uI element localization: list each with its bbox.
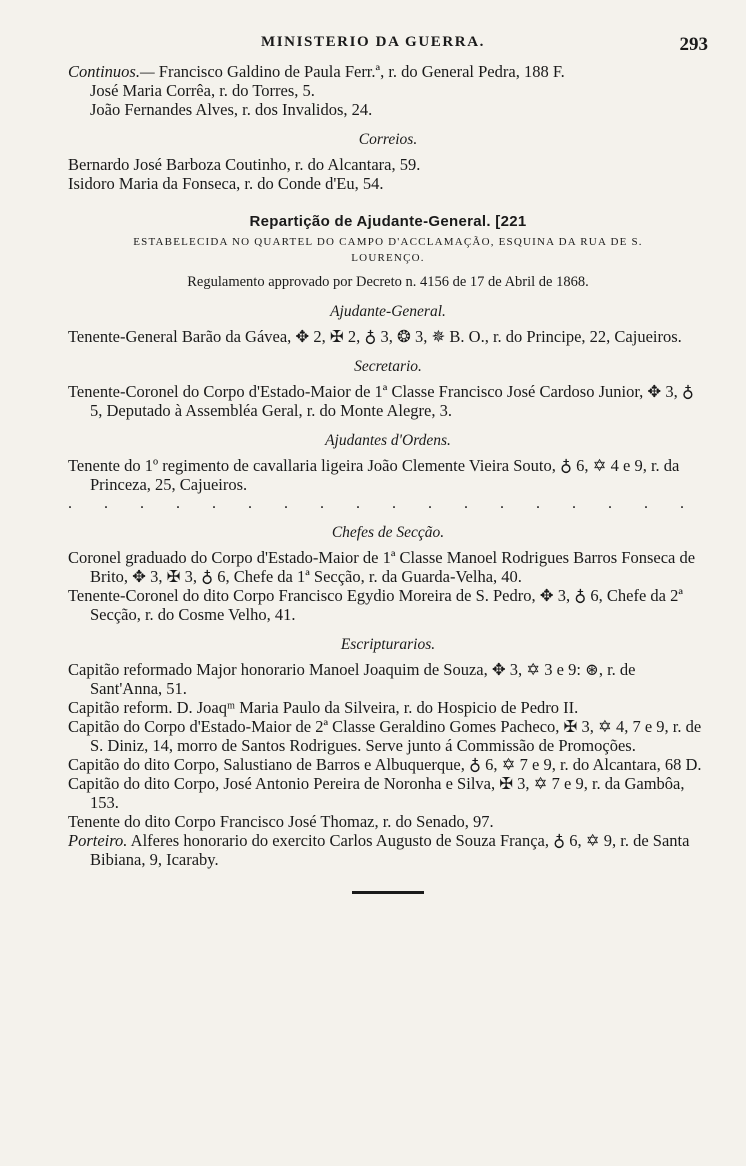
chefe-seccao-entry: Tenente-Coronel do dito Corpo Francisco Egydio Moreira de S. Pedro, ✥ 3, ♁ 6, Chefe da 2ª Secção, r. do Cosme Velho, 41. <box>68 586 683 624</box>
continuos-line-2: José Maria Corrêa, r. do Torres, 5. <box>90 81 315 100</box>
section-title-chefes-seccao: Chefes de Secção. <box>331 524 445 541</box>
escripturario-entry: Capitão reform. D. Joaqᵐ Maria Paulo da Silveira, r. do Hospicio de Pedro II. <box>68 698 579 717</box>
page-title: MINISTERIO DA GUERRA. <box>260 34 486 50</box>
escripturario-entry: Capitão do dito Corpo, José Antonio Pereira de Noronha e Silva, ✠ 3, ✡ 7 e 9, r. da Gambôa, 153. <box>68 774 685 812</box>
chefe-seccao-entry: Coronel graduado do Corpo d'Estado-Maior de 1ª Classe Manoel Rodrigues Barros Fonseca de Brito, ✥ 3, ✠ 3, ♁ 6, Chefe da 1ª Secção, r. da Guarda-Velha, 40. <box>68 548 696 586</box>
regulation-note: Regulamento approvado por Decreto n. 4156 de 17 de Abril de 1868. <box>187 274 589 290</box>
continuos-entry <box>68 62 708 81</box>
section-title-correios: Correios. <box>358 131 418 148</box>
secretario-entry: Tenente-Coronel do Corpo d'Estado-Maior de 1ª Classe Francisco José Cardoso Junior, ✥ 3, ♁ 5, Deputado à Assembléa Geral, r. do Monte Alegre, 3. <box>68 382 694 420</box>
escripturario-entry: Capitão do Corpo d'Estado-Maior de 2ª Classe Geraldino Gomes Pacheco, ✠ 3, ✡ 4, 7 e 9, r. de S. Diniz, 14, morro de Santos Rodrigues. Serve junto á Commissão de Promoções. <box>68 717 702 755</box>
porteiro-entry <box>68 831 708 869</box>
department-subtitle: ESTABELECIDA NO QUARTEL DO CAMPO D'ACCLAMAÇÃO, ESQUINA DA RUA DE S. LOURENÇO. <box>133 236 643 264</box>
correios-entry: Isidoro Maria da Fonseca, r. do Conde d'Eu, 54. <box>68 174 384 193</box>
section-title-ajudante-general: Ajudante-General. <box>330 303 446 320</box>
continuos-line-1: Francisco Galdino de Paula Ferr.ª, r. do General Pedra, 188 F. <box>154 62 565 81</box>
page-number: 293 <box>679 34 708 55</box>
continuos-label: Continuos.— <box>68 62 155 81</box>
page-content <box>68 62 708 894</box>
running-head <box>0 34 746 58</box>
section-title-ajudantes-ordens: Ajudantes d'Ordens. <box>325 432 451 449</box>
department-title: Repartição de Ajudante-General. [221 <box>249 213 527 230</box>
porteiro-text: Alferes honorario do exercito Carlos Augusto de Souza França, ♁ 6, ✡ 9, r. de Santa Bibiana, 9, Icaraby. <box>90 831 690 869</box>
continuos-line-3: João Fernandes Alves, r. dos Invalidos, 24. <box>90 100 373 119</box>
correios-entry: Bernardo José Barboza Coutinho, r. do Alcantara, 59. <box>68 155 421 174</box>
ajudantes-ordens-entry: Tenente do 1º regimento de cavallaria ligeira João Clemente Vieira Souto, ♁ 6, ✡ 4 e 9, r. da Princeza, 25, Cajueiros. <box>68 456 680 494</box>
ajudante-general-entry: Tenente-General Barão da Gávea, ✥ 2, ✠ 2, ♁ 3, ❂ 3, ✵ B. O., r. do Principe, 22, Cajueiros. <box>68 327 682 346</box>
escripturario-entry: Capitão do dito Corpo, Salustiano de Barros e Albuquerque, ♁ 6, ✡ 7 e 9, r. do Alcantara, 68 D. <box>68 755 702 774</box>
section-title-secretario: Secretario. <box>354 358 422 375</box>
escripturario-entry: Tenente do dito Corpo Francisco José Thomaz, r. do Senado, 97. <box>68 812 494 831</box>
closing-rule <box>352 891 424 894</box>
escripturario-entry: Capitão reformado Major honorario Manoel Joaquim de Souza, ✥ 3, ✡ 3 e 9: ⊛, r. de Sant'Anna, 51. <box>68 660 636 698</box>
porteiro-label: Porteiro. <box>68 831 128 850</box>
ellipsis-dots: . . . . . . . . . . . . . . . . . . <box>68 495 698 512</box>
section-title-escripturarios: Escripturarios. <box>340 636 436 653</box>
